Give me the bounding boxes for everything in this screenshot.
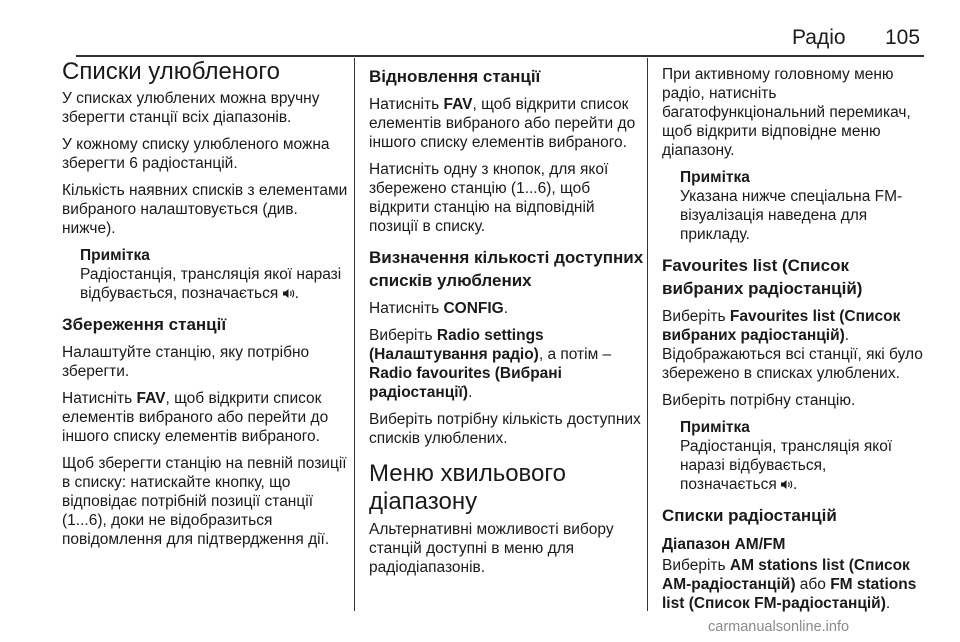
note: [680, 168, 926, 244]
note-text: Радіостанція, трансляція якої наразі відбувається, позначається: [80, 266, 342, 302]
page-number: 105: [885, 26, 921, 49]
paragraph: При активному головному меню радіо, натисніть багатофункціональний перемикач, щоб відкрити відповідне меню діапазону.: [662, 66, 911, 159]
speaker-icon: [283, 288, 295, 299]
paragraph: Виберіть AM stations list (Список AM-радіостанцій) або FM stations list (Список FM-радіостанцій).: [662, 557, 917, 612]
paragraph: Виберіть потрібну кількість доступних списків улюблених.: [369, 411, 641, 447]
column-divider-1: [354, 58, 355, 611]
paragraph: Виберіть Favourites list (Список вибраних радіостанцій). Відображаються всі станції, які було збережено в списках улюблених.: [662, 308, 923, 382]
favourites-lists-heading: Списки улюбленого: [62, 58, 280, 85]
column-2: [369, 58, 645, 585]
station-lists-heading: Списки радіостанцій: [662, 506, 837, 525]
paragraph: Кількість наявних списків з елементами вибраного налаштовується (див. нижче).: [62, 182, 348, 237]
section-title: Радіо: [792, 26, 846, 49]
paragraph: У кожному списку улюбленого можна зберегти 6 радіостанцій.: [62, 136, 330, 172]
paragraph: У списках улюблених можна вручну зберегти станції всіх діапазонів.: [62, 90, 320, 126]
note: Примітка Радіостанція, трансляція якої наразі відбувається, позначається .: [680, 418, 926, 494]
radio-settings-label: Radio settings (Налаштування радіо): [369, 327, 544, 363]
recall-station-heading: Відновлення станції: [369, 67, 541, 86]
paragraph: Виберіть потрібну станцію.: [662, 392, 856, 409]
fm-stations-label: FM stations list (Список FM-радіостанцій): [662, 576, 917, 612]
header-rule: [76, 55, 924, 57]
paragraph: Натисніть FAV, щоб відкрити список елементів вибраного або перейти до іншого списку елементів вибраного.: [62, 390, 329, 445]
fav-button-label: FAV: [136, 390, 166, 407]
radio-favourites-label: Radio favourites (Вибрані радіостанції): [369, 365, 562, 401]
am-stations-label: AM stations list (Список AM-радіостанцій): [662, 557, 910, 593]
speaker-icon: [781, 479, 793, 490]
note: Примітка Радіостанція, трансляція якої наразі відбувається, позначається .: [80, 246, 350, 303]
note-heading: Примітка: [80, 247, 150, 264]
page-header: [0, 0, 960, 58]
lists-count-heading: Визначення кількості доступних списків улюблених: [369, 248, 644, 290]
paragraph: Налаштуйте станцію, яку потрібно зберегти.: [62, 344, 310, 380]
favourites-list-heading: Favourites list (Список вибраних радіостанцій): [662, 256, 863, 298]
paragraph: Альтернативні можливості вибору станцій доступні в меню для радіодіапазонів.: [369, 521, 614, 576]
paragraph: Щоб зберегти станцію на певній позиції в списку: натискайте кнопку, що відповідає потрібній позиції станції (1...6), доки не відобразиться повідомлення для підтвердження дії.: [62, 455, 347, 548]
save-station-heading: Збереження станції: [62, 315, 227, 334]
favourites-list-label: Favourites list (Список вибраних радіостанцій): [662, 308, 901, 344]
note-heading: Примітка: [680, 169, 750, 186]
config-button-label: CONFIG: [443, 300, 504, 317]
note-text: Радіостанція, трансляція якої наразі відбувається, позначається: [680, 438, 893, 493]
fav-button-label: FAV: [443, 96, 473, 113]
waveband-menu-heading: Меню хвильового діапазону: [369, 460, 566, 515]
column-divider-2: [647, 58, 648, 611]
column-3: [662, 58, 926, 621]
am-fm-band-heading: Діапазон AM/FM: [662, 536, 786, 553]
paragraph: Натисніть CONFIG.: [369, 300, 509, 317]
paragraph: Натисніть FAV, щоб відкрити список елементів вибраного або перейти до іншого списку елементів вибраного.: [369, 96, 636, 151]
note-text: Указана нижче спеціальна FM-візуалізація наведена для прикладу.: [680, 188, 903, 243]
note-heading: Примітка: [680, 419, 750, 436]
paragraph: Виберіть Radio settings (Налаштування радіо), а потім – Radio favourites (Вибрані радіостанції).: [369, 327, 612, 401]
paragraph: Натисніть одну з кнопок, для якої збережено станцію (1...6), щоб відкрити станцію на відповідній позиції в списку.: [369, 161, 609, 235]
watermark: carmanualsonline.info: [708, 619, 850, 635]
column-1: [62, 58, 350, 557]
